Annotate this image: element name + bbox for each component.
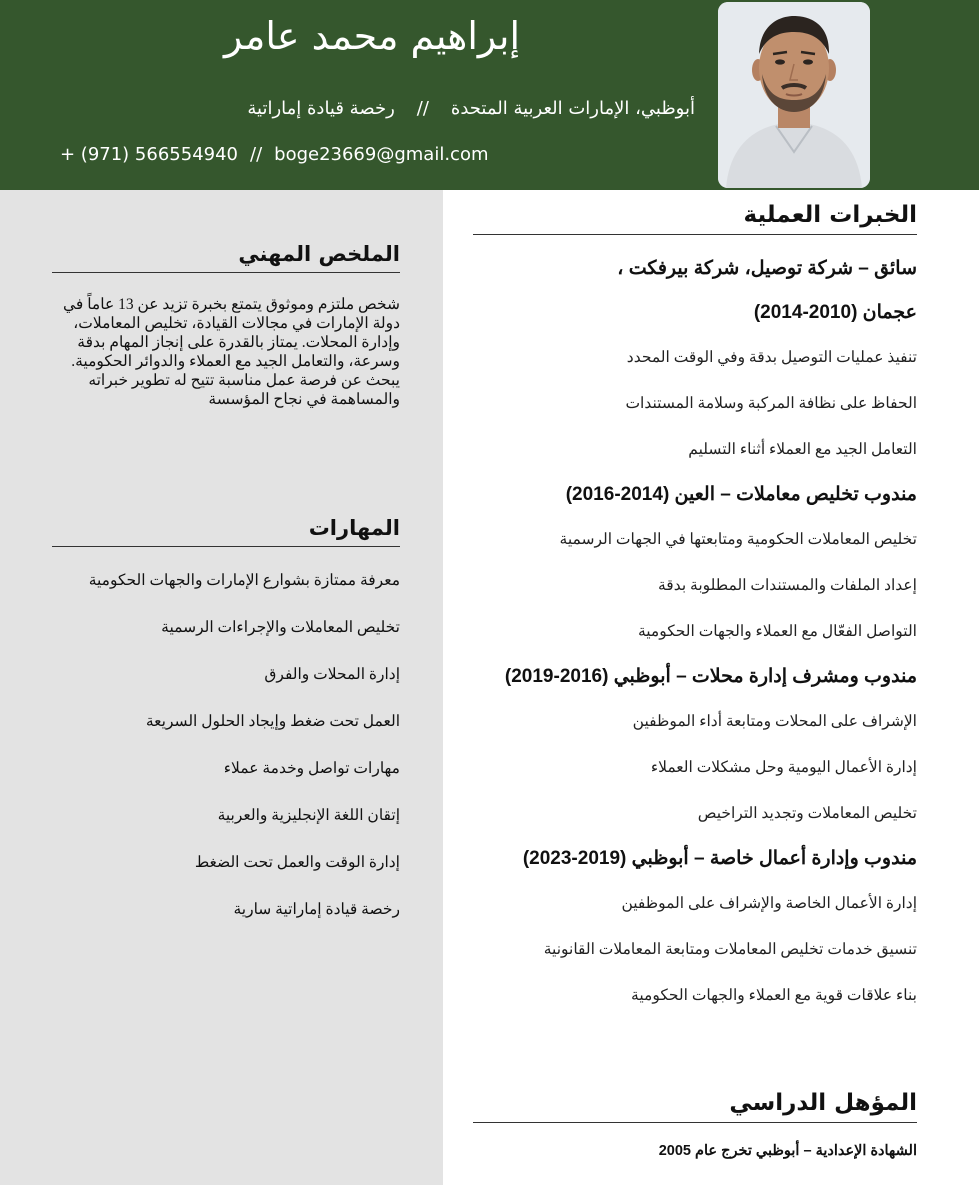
job-title: مندوب تخليص معاملات – العين (2014-2016) [565,484,917,505]
job-duty: إدارة الأعمال اليومية وحل مشكلات العملاء [650,759,917,776]
skill-item: العمل تحت ضغط وإيجاد الحلول السريعة [145,713,400,730]
email[interactable]: boge23669@gmail.com [274,144,489,165]
contact-line [60,144,489,165]
experience-heading: الخبرات العملية [473,202,917,235]
job-title: مندوب ومشرف إدارة محلات – أبوظبي (2016-2019) [504,666,917,687]
profile-photo [718,2,870,188]
skill-item: إتقان اللغة الإنجليزية والعربية [217,807,400,824]
experience-section [473,202,917,1019]
job-duty: تنفيذ عمليات التوصيل بدقة وفي الوقت المحدد [626,349,917,366]
education-heading: المؤهل الدراسي [473,1090,917,1123]
location-line [247,98,695,119]
job-duty: الحفاظ على نظافة المركبة وسلامة المستندات [625,395,917,412]
job-entry [473,837,917,1019]
job-duty: تنسيق خدمات تخليص المعاملات ومتابعة المعاملات القانونية [543,941,917,958]
job-entry [473,473,917,655]
phone: + (971) 566554940 [60,144,238,165]
skill-item: إدارة المحلات والفرق [264,666,400,683]
job-duty: تخليص المعاملات الحكومية ومتابعتها في الجهات الرسمية [559,531,917,548]
education-section [473,1090,917,1159]
summary-text: شخص ملتزم وموثوق يتمتع بخبرة تزيد عن 13 عاماً في دولة الإمارات في مجالات القيادة، تخليص المعاملات، وإدارة المحلات. يمتاز بالقدرة على إنجاز المهام بدقة وسرعة، والتعامل الجيد مع العملاء والدوائر الحكومية. يبحث عن فرصة عمل مناسبة تتيح له تطوير خبراته والمساهمة في نجاح المؤسسة [63,296,400,408]
job-entry [473,655,917,837]
separator: // [416,98,429,119]
summary-heading: الملخص المهني [52,242,400,273]
job-title: سائق – شركة توصيل، شركة بيرفكت ، [617,258,917,279]
job-duty: الإشراف على المحلات ومتابعة أداء الموظفين [632,713,917,730]
education-entry: الشهادة الإعدادية – أبوظبي تخرج عام 2005 [658,1143,917,1159]
job-duty: إدارة الأعمال الخاصة والإشراف على الموظفين [621,895,917,912]
job-title: مندوب وإدارة أعمال خاصة – أبوظبي (2019-2023) [522,848,917,869]
person-portrait-icon [718,2,870,188]
skill-item: تخليص المعاملات والإجراءات الرسمية [161,619,400,636]
skills-section [52,516,400,933]
job-title-continued: عجمان (2010-2014) [753,302,917,323]
summary-section [52,242,400,409]
skills-heading: المهارات [52,516,400,547]
job-duty: التعامل الجيد مع العملاء أثناء التسليم [688,441,917,458]
separator: // [250,144,263,165]
candidate-name: إبراهيم محمد عامر [224,14,520,58]
sidebar [0,190,443,1185]
job-duty: بناء علاقات قوية مع العملاء والجهات الحكومية [631,987,917,1004]
job-duty: إعداد الملفات والمستندات المطلوبة بدقة [657,577,917,594]
job-entry [473,247,917,473]
job-duty: التواصل الفعّال مع العملاء والجهات الحكومية [637,623,917,640]
license: رخصة قيادة إماراتية [247,98,395,119]
skill-item: مهارات تواصل وخدمة عملاء [223,760,400,777]
header-band [0,0,979,190]
location: أبوظبي، الإمارات العربية المتحدة [450,98,695,119]
skill-item: معرفة ممتازة بشوارع الإمارات والجهات الحكومية [88,572,400,589]
skills-list [52,557,400,933]
skill-item: رخصة قيادة إماراتية سارية [233,901,400,918]
job-duty: تخليص المعاملات وتجديد التراخيص [697,805,917,822]
skill-item: إدارة الوقت والعمل تحت الضغط [194,854,400,871]
